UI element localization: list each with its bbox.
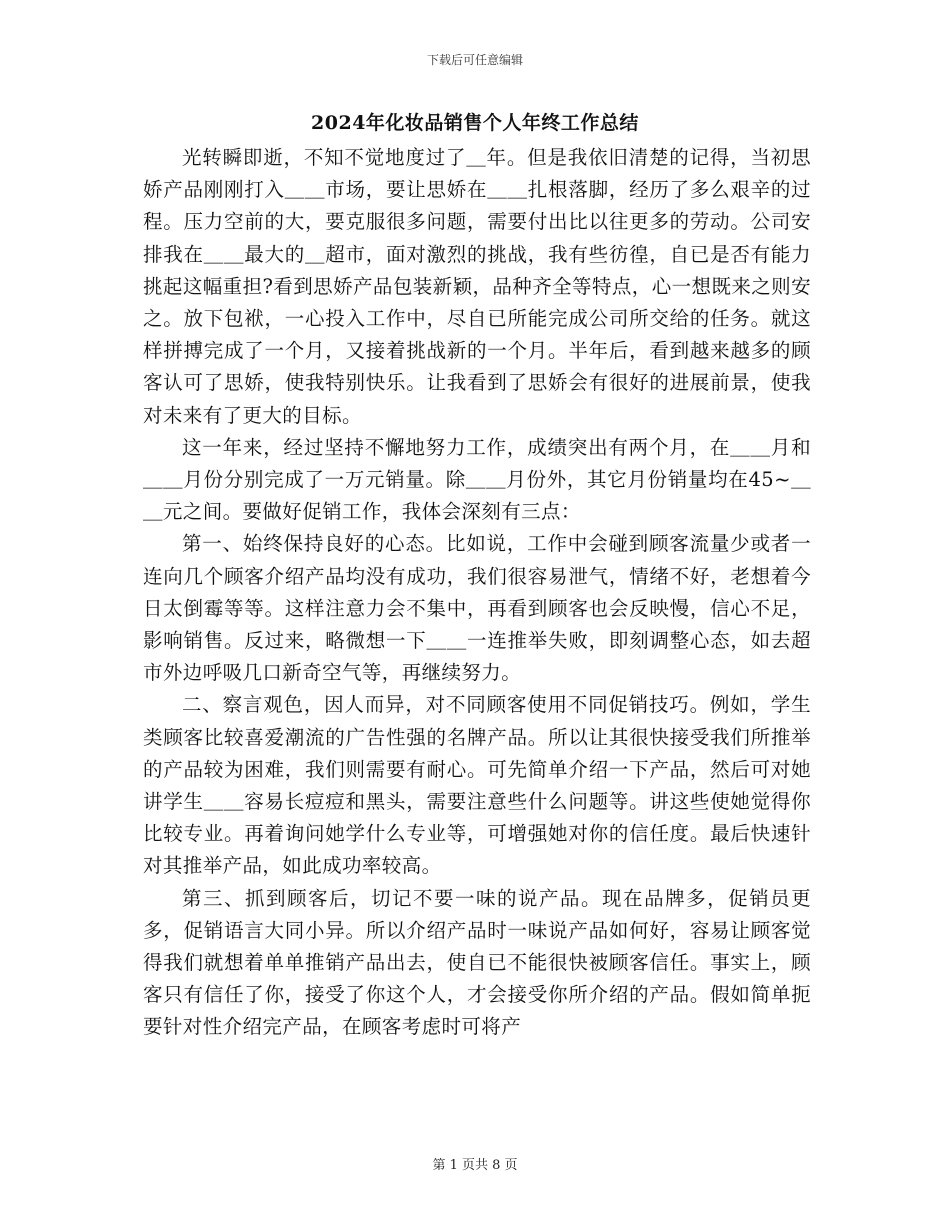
paragraph-3: 第一、始终保持良好的心态。比如说，工作中会碰到顾客流量少或者一连向几个顾客介绍产品均没有成功，我们很容易泄气，情绪不好，老想着今日太倒霉等等。这样注意力会不集中，再看到顾客也会反映慢，信心不足，影响销售。反过来，略微想一下＿＿一连推举失败，即刻调整心态，如去超市外边呼吸几口新奇空气等，再继续努力。: [143, 532, 811, 685]
paragraph-2: 这一年来，经过坚持不懈地努力工作，成绩突出有两个月，在＿＿月和＿＿月份分别完成了一万元销量。除＿＿月份外，其它月份销量均在45~＿＿元之间。要做好促销工作，我体会深刻有三点：: [143, 435, 811, 524]
document-title: 2024年化妆品销售个人年终工作总结: [311, 112, 639, 134]
paragraph-5: 第三、抓到顾客后，切记不要一味的说产品。现在品牌多，促销员更多，促销语言大同小异。所以介绍产品时一味说产品如何好，容易让顾客觉得我们就想着单单推销产品出去，使自已不能很快被顾客信任。事实上，顾客只有信任了你，接受了你这个人，才会接受你所介绍的产品。假如简单扼要针对性介绍完产品，在顾客考虑时可将产: [143, 886, 811, 1039]
paragraph-4: 二、察言观色，因人而异，对不同顾客使用不同促销技巧。例如，学生类顾客比较喜爱潮流的广告性强的名牌产品。所以让其很快接受我们所推举的产品较为困难，我们则需要有耐心。可先简单介绍一下产品，然后可对她讲学生＿＿容易长痘痘和黑头，需要注意些什么问题等。讲这些使她觉得你比较专业。再着询问她学什么专业等，可增强她对你的信任度。最后快速针对其推举产品，如此成功率较高。: [143, 693, 811, 878]
page-number: 第 1 页共 8 页: [432, 1158, 518, 1173]
paragraph-1: 光转瞬即逝，不知不觉地度过了＿年。但是我依旧清楚的记得，当初思娇产品刚刚打入＿＿市场，要让思娇在＿＿扎根落脚，经历了多么艰辛的过程。压力空前的大，要克服很多问题，需要付出比以往更多的劳动。公司安排我在＿＿最大的＿超市，面对激烈的挑战，我有些彷徨，自已是否有能力挑起这幅重担?看到思娇产品包装新颖，品种齐全等特点，心一想既来之则安之。放下包袱，一心投入工作中，尽自已所能完成公司所交给的任务。就这样拼搏完成了一个月，又接着挑战新的一个月。半年后，看到越来越多的顾客认可了思娇，使我特别快乐。让我看到了思娇会有很好的进展前景，使我对未来有了更大的目标。: [143, 146, 811, 427]
document-body: [143, 142, 811, 1044]
page-header-note: 下载后可任意编辑: [426, 53, 523, 67]
